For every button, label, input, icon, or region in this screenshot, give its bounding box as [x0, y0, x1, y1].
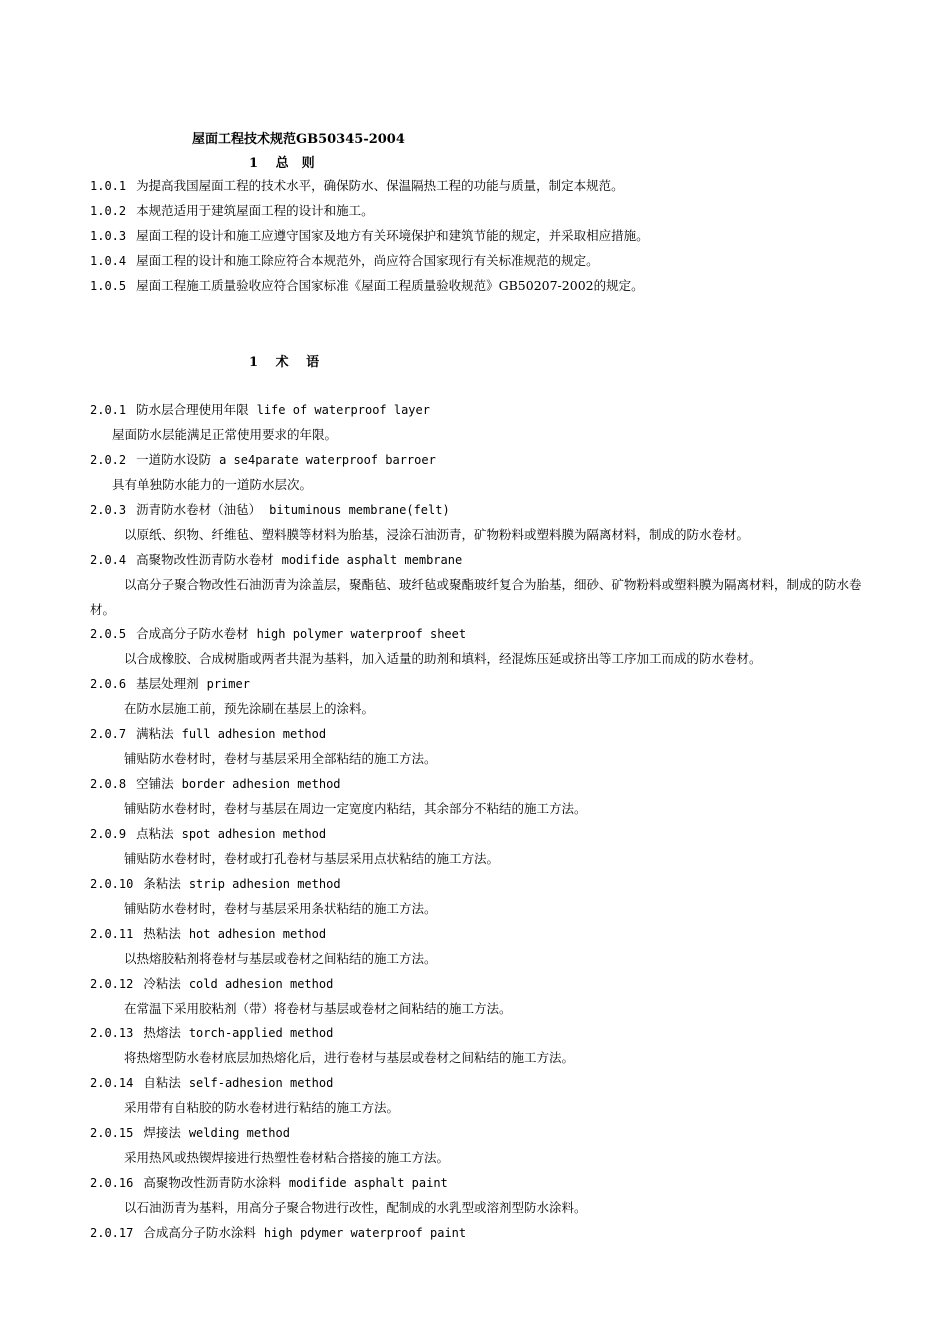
clause-number: 1.0.2 — [90, 204, 127, 218]
term-2-0-6 — [90, 674, 870, 694]
term-chinese: 高聚物改性沥青防水涂料 — [143, 1175, 281, 1190]
clause-text: 为提高我国屋面工程的技术水平，确保防水、保温隔热工程的功能与质量，制定本规范。 — [136, 178, 624, 193]
term-chinese: 冷粘法 — [143, 976, 181, 991]
term-chinese: 基层处理剂 — [136, 676, 199, 691]
term-number: 2.0.12 — [90, 977, 134, 991]
term-english: modifide asphalt membrane — [281, 553, 463, 567]
term-2-0-8 — [90, 774, 870, 794]
term-2-0-4 — [90, 550, 870, 570]
term-2-0-10 — [90, 874, 870, 894]
term-chinese: 高聚物改性沥青防水卷材 — [136, 552, 274, 567]
term-definition: 以原纸、织物、纤维毡、塑料膜等材料为胎基，浸涂石油沥青，矿物粉料或塑料膜为隔离材料，制成的防水卷材。 — [124, 527, 750, 542]
term-chinese: 沥青防水卷材（油毡） — [136, 502, 262, 517]
term-definition: 铺贴防水卷材时，卷材与基层采用条状粘结的施工方法。 — [124, 901, 437, 916]
term-english: spot adhesion method — [181, 827, 327, 841]
term-2-0-13 — [90, 1023, 870, 1043]
term-number: 2.0.7 — [90, 727, 127, 741]
term-2-0-16 — [90, 1173, 870, 1193]
term-english: a se4parate waterproof barroer — [219, 453, 436, 467]
term-english: strip adhesion method — [188, 877, 341, 891]
term-number: 2.0.4 — [90, 553, 127, 567]
clause-1-0-2 — [90, 201, 870, 221]
term-english: cold adhesion method — [188, 977, 334, 991]
term-definition: 屋面防水层能满足正常使用要求的年限。 — [112, 427, 338, 442]
term-2-0-17 — [90, 1223, 870, 1243]
clause-1-0-1 — [90, 176, 870, 196]
clause-text: 屋面工程施工质量验收应符合国家标准《屋面工程质量验收规范》GB50207-2002的规定。 — [136, 278, 644, 293]
document-title: 屋面工程技术规范GB50345-2004 — [192, 132, 405, 147]
term-english: high polymer waterproof sheet — [256, 627, 467, 641]
term-chinese: 满粘法 — [136, 726, 174, 741]
term-english: primer — [206, 677, 250, 691]
term-2-0-2 — [90, 450, 870, 470]
term-number: 2.0.1 — [90, 403, 127, 417]
term-number: 2.0.17 — [90, 1226, 134, 1240]
term-english: hot adhesion method — [188, 927, 327, 941]
clause-1-0-5 — [90, 276, 870, 296]
term-number: 2.0.15 — [90, 1126, 134, 1140]
term-chinese: 合成高分子防水卷材 — [136, 626, 249, 641]
term-2-0-9 — [90, 824, 870, 844]
clause-number: 1.0.4 — [90, 254, 127, 268]
clause-1-0-4 — [90, 251, 870, 271]
clause-text: 屋面工程的设计和施工除应符合本规范外，尚应符合国家现行有关标准规范的规定。 — [136, 253, 599, 268]
term-number: 2.0.9 — [90, 827, 127, 841]
term-number: 2.0.3 — [90, 503, 127, 517]
term-chinese: 防水层合理使用年限 — [136, 402, 249, 417]
term-definition: 以石油沥青为基料，用高分子聚合物进行改性，配制成的水乳型或溶剂型防水涂料。 — [124, 1200, 587, 1215]
term-chinese: 热粘法 — [143, 926, 181, 941]
chapter-1-heading: 1 总 则 — [249, 156, 315, 171]
term-definition: 将热熔型防水卷材底层加热熔化后，进行卷材与基层或卷材之间粘结的施工方法。 — [124, 1050, 575, 1065]
chapter-2-heading: 1 术 语 — [249, 355, 320, 370]
term-number: 2.0.14 — [90, 1076, 134, 1090]
term-number: 2.0.2 — [90, 453, 127, 467]
term-definition: 以热熔胶粘剂将卷材与基层或卷材之间粘结的施工方法。 — [124, 951, 437, 966]
term-english: bituminous membrane(felt) — [269, 503, 450, 517]
term-chinese: 空铺法 — [136, 776, 174, 791]
term-english: torch-applied method — [188, 1026, 334, 1040]
term-english: border adhesion method — [181, 777, 341, 791]
term-definition: 在常温下采用胶粘剂（带）将卷材与基层或卷材之间粘结的施工方法。 — [124, 1001, 512, 1016]
term-2-0-14 — [90, 1073, 870, 1093]
term-2-0-3 — [90, 500, 870, 520]
term-definition: 以高分子聚合物改性石油沥青为涂盖层，聚酯毡、玻纤毡或聚酯玻纤复合为胎基，细砂、矿物粉料或塑料膜为隔离材料，制成的防水卷材。 — [90, 577, 862, 617]
term-chinese: 焊接法 — [143, 1125, 181, 1140]
term-english: life of waterproof layer — [256, 403, 430, 417]
term-english: welding method — [188, 1126, 290, 1140]
term-chinese: 自粘法 — [143, 1075, 181, 1090]
term-english: modifide asphalt paint — [288, 1176, 448, 1190]
term-definition: 铺贴防水卷材时，卷材或打孔卷材与基层采用点状粘结的施工方法。 — [124, 851, 500, 866]
clause-number: 1.0.3 — [90, 229, 127, 243]
term-number: 2.0.16 — [90, 1176, 134, 1190]
term-2-0-1 — [90, 400, 870, 420]
term-number: 2.0.10 — [90, 877, 134, 891]
term-number: 2.0.8 — [90, 777, 127, 791]
term-2-0-11 — [90, 924, 870, 944]
term-2-0-12 — [90, 974, 870, 994]
clause-text: 屋面工程的设计和施工应遵守国家及地方有关环境保护和建筑节能的规定，并采取相应措施。 — [136, 228, 649, 243]
term-definition: 采用热风或热锲焊接进行热塑性卷材粘合搭接的施工方法。 — [124, 1150, 450, 1165]
term-number: 2.0.6 — [90, 677, 127, 691]
term-number: 2.0.5 — [90, 627, 127, 641]
term-2-0-15 — [90, 1123, 870, 1143]
term-english: full adhesion method — [181, 727, 327, 741]
term-definition: 在防水层施工前，预先涂刷在基层上的涂料。 — [124, 701, 375, 716]
term-definition: 采用带有自粘胶的防水卷材进行粘结的施工方法。 — [124, 1100, 400, 1115]
term-definition: 铺贴防水卷材时，卷材与基层采用全部粘结的施工方法。 — [124, 751, 437, 766]
term-2-0-7 — [90, 724, 870, 744]
term-chinese: 一道防水设防 — [136, 452, 212, 467]
term-chinese: 合成高分子防水涂料 — [143, 1225, 256, 1240]
term-english: high pdymer waterproof paint — [263, 1226, 467, 1240]
clause-number: 1.0.1 — [90, 179, 127, 193]
clause-1-0-3 — [90, 226, 870, 246]
clause-number: 1.0.5 — [90, 279, 127, 293]
term-2-0-5 — [90, 624, 870, 644]
term-chinese: 点粘法 — [136, 826, 174, 841]
term-definition: 铺贴防水卷材时，卷材与基层在周边一定宽度内粘结，其余部分不粘结的施工方法。 — [124, 801, 587, 816]
term-chinese: 条粘法 — [143, 876, 181, 891]
term-number: 2.0.11 — [90, 927, 134, 941]
term-definition: 以合成橡胶、合成树脂或两者共混为基料，加入适量的助剂和填料，经混炼压延或挤出等工序加工而成的防水卷材。 — [124, 651, 762, 666]
term-number: 2.0.13 — [90, 1026, 134, 1040]
term-english: self-adhesion method — [188, 1076, 334, 1090]
clause-text: 本规范适用于建筑屋面工程的设计和施工。 — [136, 203, 374, 218]
term-definition: 具有单独防水能力的一道防水层次。 — [112, 477, 313, 492]
term-chinese: 热熔法 — [143, 1025, 181, 1040]
